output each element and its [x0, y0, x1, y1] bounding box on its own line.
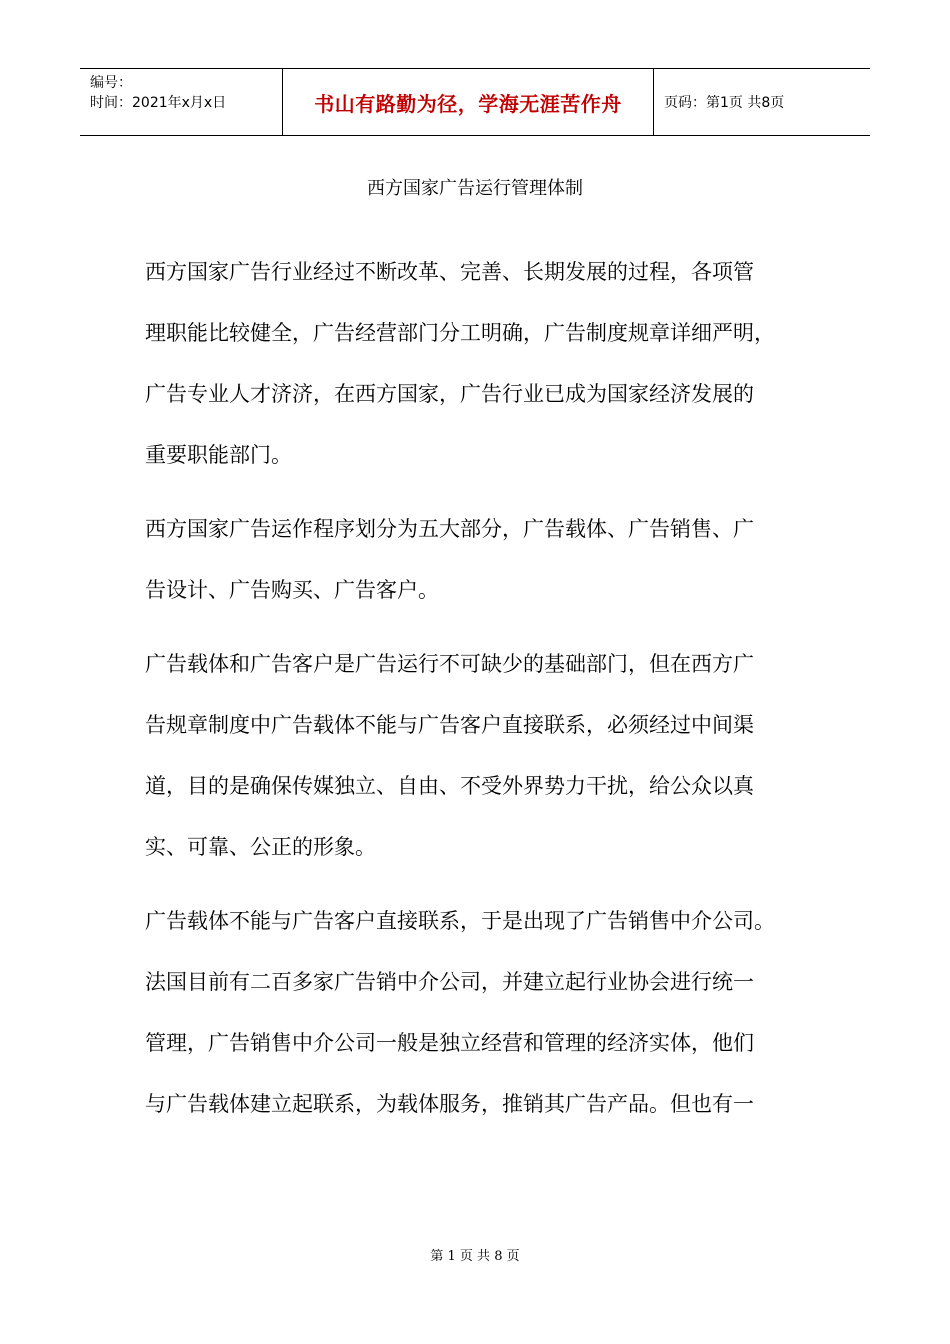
paragraph-line: 西方国家广告运作程序划分为五大部分，广告载体、广告销售、广	[145, 517, 754, 541]
paragraph	[145, 891, 810, 1135]
header-page-info: 页码：第1页 共8页	[664, 95, 785, 111]
page-footer: 第 1 页 共 8 页	[430, 1249, 520, 1264]
header-motto: 书山有路勤为径，学海无涯苦作舟	[314, 91, 622, 116]
paragraph-line: 与广告载体建立起联系，为载体服务，推销其广告产品。但也有一	[145, 1092, 754, 1116]
page-header	[80, 68, 870, 136]
paragraph-line: 重要职能部门。	[145, 443, 292, 467]
paragraph-line: 告设计、广告购买、广告客户。	[145, 578, 439, 602]
document-number-label: 编号：	[90, 75, 132, 91]
paragraph-line: 广告专业人才济济，在西方国家，广告行业已成为国家经济发展的	[145, 382, 754, 406]
paragraph	[145, 634, 810, 878]
paragraph-line: 理职能比较健全，广告经营部门分工明确，广告制度规章详细严明，	[145, 321, 775, 345]
header-meta	[80, 69, 282, 135]
paragraph-line: 告规章制度中广告载体不能与广告客户直接联系，必须经过中间渠	[145, 713, 754, 737]
document-body	[145, 242, 810, 1148]
paragraph	[145, 242, 810, 486]
paragraph-line: 西方国家广告行业经过不断改革、完善、长期发展的过程，各项管	[145, 260, 754, 284]
paragraph-line: 道，目的是确保传媒独立、自由、不受外界势力干扰，给公众以真	[145, 774, 754, 798]
paragraph-line: 法国目前有二百多家广告销中介公司，并建立起行业协会进行统一	[145, 970, 754, 994]
header-page-info-cell	[654, 69, 870, 135]
document-time-label: 时间：2021年x月x日	[90, 95, 227, 111]
paragraph-line: 广告载体不能与广告客户直接联系，于是出现了广告销售中介公司。	[145, 909, 775, 933]
paragraph-line: 实、可靠、公正的形象。	[145, 835, 376, 859]
paragraph-line: 管理，广告销售中介公司一般是独立经营和管理的经济实体，他们	[145, 1031, 754, 1055]
paragraph-line: 广告载体和广告客户是广告运行不可缺少的基础部门，但在西方广	[145, 652, 754, 676]
paragraph	[145, 499, 810, 621]
header-motto-cell	[282, 69, 654, 135]
document-title: 西方国家广告运行管理体制	[367, 178, 583, 199]
